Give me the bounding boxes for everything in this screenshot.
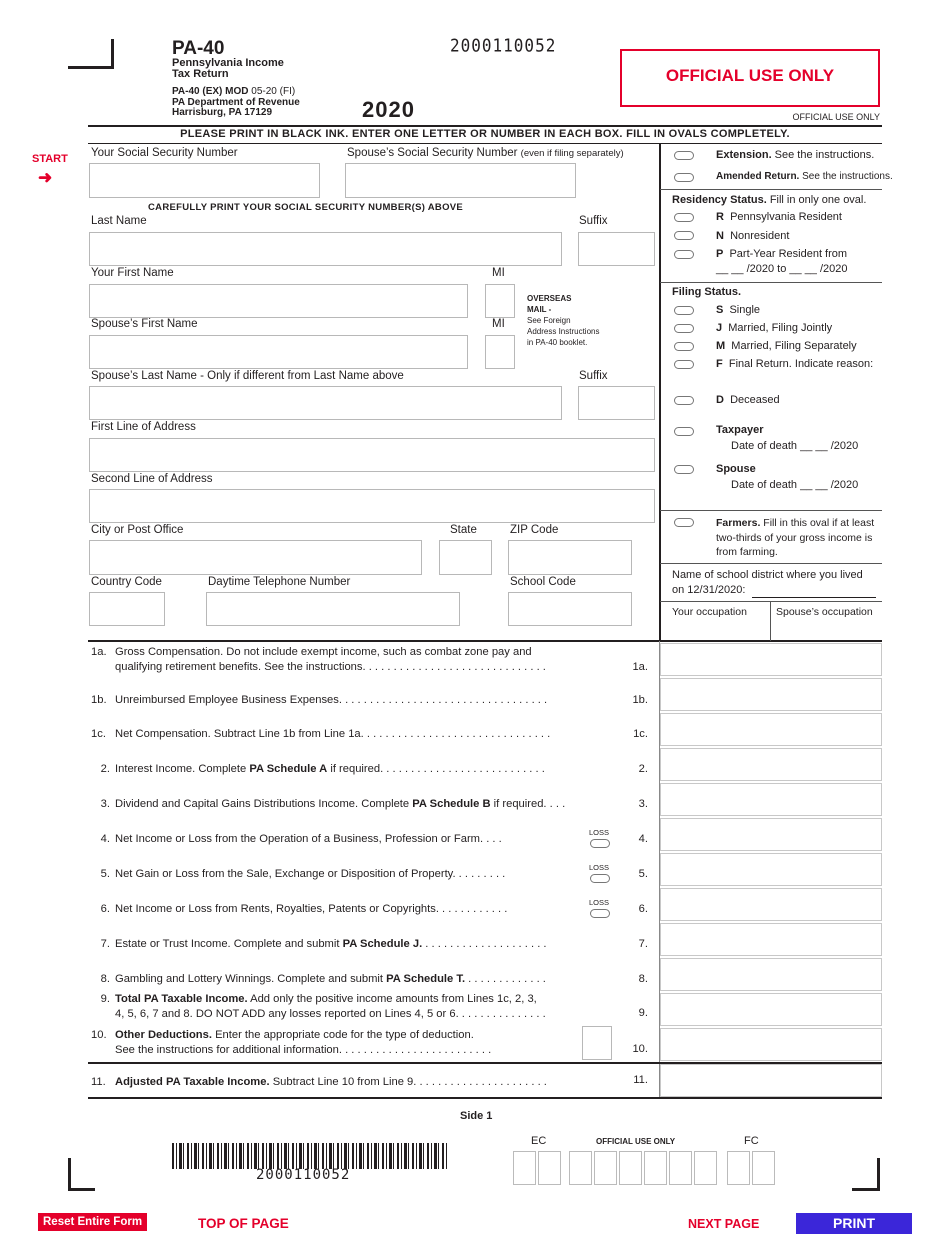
form-name-line1: Pennsylvania Income	[172, 57, 284, 69]
registration-mark-bottom-right	[852, 1158, 880, 1191]
line-3-num: 3.	[100, 798, 110, 810]
spouse-occupation-label: Spouse’s occupation	[776, 606, 873, 618]
ou-box-5	[669, 1151, 692, 1185]
ou-box-6	[694, 1151, 717, 1185]
spouse-last-label: Spouse’s Last Name - Only if different from Last Name above	[91, 370, 404, 382]
state-label: State	[450, 524, 477, 536]
line-1c-text: Net Compensation. Subtract Line 1b from Line 1a. . . . . . . . . . . . . . . . . . . . . . . . . . . . . . .	[115, 728, 551, 740]
line-2-amount[interactable]	[660, 748, 882, 781]
form-code	[172, 87, 300, 119]
header-rule	[88, 125, 882, 127]
farmers-oval[interactable]	[674, 518, 694, 527]
line-7-text-a: Estate or Trust Income. Complete and submit	[115, 938, 343, 950]
banner-rule	[88, 143, 882, 144]
line-1b-ref: 1b.	[632, 694, 648, 706]
bottom-rule	[88, 1097, 882, 1099]
spouse-label	[716, 463, 756, 475]
extension-text	[716, 149, 874, 161]
line-11-ref: 11.	[633, 1074, 648, 1086]
instructions-banner: PLEASE PRINT IN BLACK INK. ENTER ONE LETTER OR NUMBER IN EACH BOX. FILL IN OVALS COMPLETELY.	[180, 128, 790, 140]
amended-text	[716, 171, 893, 182]
line-10	[91, 1028, 651, 1058]
line-10-bold: Other Deductions.	[115, 1029, 212, 1041]
registration-mark-top-left	[68, 39, 114, 69]
residency-p-dates: __ __ /2020 to __ __ /2020	[716, 263, 848, 275]
ec-label: EC	[531, 1135, 547, 1147]
line-10-num: 10.	[91, 1029, 107, 1041]
official-use-footer: OFFICIAL USE ONLY	[596, 1137, 676, 1146]
ssn-input[interactable]	[89, 163, 320, 198]
line-1a-ref: 1a.	[632, 661, 648, 673]
amended-rest: See the instructions.	[799, 171, 893, 182]
line-3	[91, 797, 651, 812]
line-4-ref: 4.	[638, 833, 648, 845]
right-rule-1	[660, 189, 882, 190]
line-6-loss-oval[interactable]	[590, 909, 610, 918]
amended-oval[interactable]	[674, 173, 694, 182]
taxpayer-deceased-oval[interactable]	[674, 427, 694, 436]
side-label: Side 1	[460, 1110, 493, 1122]
line-9-ref: 9.	[638, 1007, 648, 1019]
line-6-num: 6.	[100, 903, 110, 915]
ssn-label: Your Social Security Number	[91, 147, 238, 159]
occupation-divider	[770, 601, 771, 641]
country-input[interactable]	[89, 592, 165, 626]
zip-label: ZIP Code	[510, 524, 559, 536]
form-id: PA-40	[172, 38, 225, 59]
line-1b-num: 1b.	[91, 694, 107, 706]
zip-input[interactable]	[508, 540, 632, 575]
fs-f-label: Final Return. Indicate reason:	[728, 358, 874, 370]
right-rule-4	[660, 563, 882, 564]
school-code-label: School Code	[510, 576, 576, 588]
line-8-bold: PA Schedule T.	[386, 973, 466, 985]
line-5-amount[interactable]	[660, 853, 882, 886]
official-use-small: OFFICIAL USE ONLY	[792, 112, 880, 122]
residency-n	[716, 230, 789, 242]
filing-d	[716, 394, 780, 406]
spouse-ssn-label	[347, 147, 624, 159]
fc-box-2	[752, 1151, 775, 1185]
dept-line2: Harrisburg, PA 17129	[172, 107, 273, 118]
line-1a-num: 1a.	[91, 646, 107, 658]
fs-s-label: Single	[729, 304, 761, 316]
amended-bold: Amended Return.	[716, 171, 800, 182]
line-7-ref: 7.	[638, 938, 648, 950]
farmers-line3: from farming.	[716, 546, 778, 558]
line-6	[91, 902, 651, 917]
start-label: START	[32, 153, 68, 165]
top-of-page-link[interactable]: TOP OF PAGE	[198, 1216, 289, 1231]
spouse-mi-input[interactable]	[485, 335, 515, 369]
school-district-line2: on 12/31/2020:	[672, 584, 746, 596]
line-10-text-b: Enter the appropriate code for the type of deduction.	[211, 1029, 474, 1041]
line-7-text-b: . . . . . . . . . . . . . . . . . . . .	[422, 938, 547, 950]
line-2-text-a: Interest Income. Complete	[115, 763, 250, 775]
ou-box-4	[644, 1151, 667, 1185]
line-1c	[91, 727, 651, 742]
line-7-amount[interactable]	[660, 923, 882, 956]
line-9-amount[interactable]	[660, 993, 882, 1026]
spouse-mi-label: MI	[492, 318, 505, 330]
line-2-bold: PA Schedule A	[249, 763, 328, 775]
overseas-line4: Address Instructions	[527, 327, 600, 336]
spouse-ssn-note: (even if filing separately)	[520, 148, 624, 159]
line-8-num: 8.	[100, 973, 110, 985]
official-use-text: OFFICIAL USE ONLY	[665, 66, 835, 85]
residency-r	[716, 211, 842, 223]
spouse-date: Date of death __ __ /2020	[731, 479, 859, 491]
residency-r-oval[interactable]	[674, 213, 694, 222]
res-p-code: P	[716, 248, 724, 260]
line-4-loss-oval[interactable]	[590, 839, 610, 848]
print-button[interactable]: PRINT	[796, 1213, 912, 1234]
spouse-ssn-text: Spouse’s Social Security Number	[347, 147, 518, 159]
overseas-mail-note	[527, 293, 599, 348]
ou-box-3	[619, 1151, 642, 1185]
spouse-suffix-label: Suffix	[579, 370, 608, 382]
right-rule-5	[660, 601, 882, 602]
line-6-amount[interactable]	[660, 888, 882, 921]
line-4-amount[interactable]	[660, 818, 882, 851]
residency-p-oval[interactable]	[674, 250, 694, 259]
scan-number: 2000110052	[450, 35, 557, 56]
line-8-ref: 8.	[638, 973, 648, 985]
filing-s	[716, 304, 760, 316]
country-label: Country Code	[91, 576, 162, 588]
spouse-first-label: Spouse’s First Name	[91, 318, 198, 330]
suffix-label: Suffix	[579, 215, 608, 227]
farmers-bold: Farmers.	[716, 517, 761, 529]
line-2	[91, 762, 651, 777]
line-10-text2: See the instructions for additional information. . . . . . . . . . . . . . . . . . . . . . . . .	[115, 1044, 492, 1056]
line-11-bold: Adjusted PA Taxable Income.	[115, 1076, 270, 1088]
ssn-note: CAREFULLY PRINT YOUR SOCIAL SECURITY NUMBER(S) ABOVE	[148, 202, 464, 213]
first-name-input[interactable]	[89, 284, 468, 318]
res-r-label: Pennsylvania Resident	[730, 211, 842, 223]
line-11-num: 11.	[91, 1076, 106, 1088]
line-3-text-b: if required. . . .	[490, 798, 566, 810]
line-2-text-b: if required. . . . . . . . . . . . . . . . . . . . . . . . . . .	[327, 763, 545, 775]
line-1b-text: Unreimbursed Employee Business Expenses. . . . . . . . . . . . . . . . . . . . . . . . . . . . . . . . . .	[115, 694, 548, 706]
fs-m-code: M	[716, 340, 726, 352]
line-9-text2: 4, 5, 6, 7 and 8. DO NOT ADD any losses reported on Lines 4, 5 or 6. . . . . . . . . . . . . . .	[115, 1008, 546, 1020]
line-2-num: 2.	[100, 763, 110, 775]
residency-n-oval[interactable]	[674, 231, 694, 240]
line-2-ref: 2.	[638, 763, 648, 775]
line-4-num: 4.	[100, 833, 110, 845]
line-8-text-b: . . . . . . . . . . . . .	[465, 973, 546, 985]
line-3-amount[interactable]	[660, 783, 882, 816]
first-name-label: Your First Name	[91, 267, 174, 279]
spouse-deceased-oval[interactable]	[674, 465, 694, 474]
line-7-num: 7.	[100, 938, 110, 950]
line-6-ref: 6.	[638, 903, 648, 915]
form-name-line2: Tax Return	[172, 68, 229, 80]
line-1a-text1: Gross Compensation. Do not include exempt income, such as combat zone pay and	[115, 646, 532, 658]
spouse-first-input[interactable]	[89, 335, 468, 369]
line-5-text: Net Gain or Loss from the Sale, Exchange or Disposition of Property. . . . . . . . .	[115, 868, 506, 880]
school-code-input[interactable]	[508, 592, 632, 626]
line-6-text: Net Income or Loss from Rents, Royalties, Patents or Copyrights. . . . . . . . . . . .	[115, 903, 508, 915]
line-1c-ref: 1c.	[633, 728, 648, 740]
line-8	[91, 972, 651, 987]
reset-form-button[interactable]: Reset Entire Form	[38, 1213, 147, 1231]
farmers-line2: two-thirds of your gross income is	[716, 531, 873, 544]
residency-heading	[672, 194, 866, 206]
farmers-rest: Fill in this oval if at least	[760, 517, 875, 529]
spouse-bold: Spouse	[716, 463, 756, 475]
residency-rest: Fill in only one oval.	[766, 194, 867, 206]
line-10-ref: 10.	[632, 1043, 648, 1055]
overseas-line2: MAIL -	[527, 305, 552, 314]
line-5-num: 5.	[100, 868, 110, 880]
phone-input[interactable]	[206, 592, 460, 626]
fs-m-label: Married, Filing Separately	[731, 340, 857, 352]
line-1a-text2: qualifying retirement benefits. See the instructions. . . . . . . . . . . . . . . . . . . . . . . . . . . . . .	[115, 661, 546, 673]
fs-f-code: F	[716, 358, 723, 370]
extension-bold: Extension.	[716, 149, 772, 161]
res-n-label: Nonresident	[730, 230, 790, 242]
overseas-line5: in PA-40 booklet.	[527, 338, 588, 347]
line-5	[91, 867, 651, 882]
barcode	[172, 1143, 448, 1169]
right-rule-3	[660, 510, 882, 511]
line-9	[91, 992, 651, 1022]
filing-f-oval[interactable]	[674, 360, 694, 369]
line-1a	[91, 645, 651, 675]
res-r-code: R	[716, 211, 724, 223]
filing-f	[716, 358, 873, 370]
last-name-input[interactable]	[89, 232, 562, 266]
city-input[interactable]	[89, 540, 422, 575]
school-district-underline	[752, 597, 876, 598]
ec-box-1	[513, 1151, 536, 1185]
line-4	[91, 832, 651, 847]
line-6-loss-label: LOSS	[589, 898, 610, 907]
tax-year: 2020	[362, 97, 415, 122]
fc-label: FC	[744, 1135, 759, 1147]
right-rule-2	[660, 282, 882, 283]
filing-m-oval[interactable]	[674, 342, 694, 351]
mi-input[interactable]	[485, 284, 515, 318]
ou-box-2	[594, 1151, 617, 1185]
state-input[interactable]	[439, 540, 492, 575]
taxpayer-bold: Taxpayer	[716, 424, 764, 436]
next-page-link[interactable]: NEXT PAGE	[688, 1217, 760, 1231]
filing-s-oval[interactable]	[674, 306, 694, 315]
res-n-code: N	[716, 230, 724, 242]
line-1b-amount[interactable]	[660, 678, 882, 711]
fc-box-1	[727, 1151, 750, 1185]
ou-box-1	[569, 1151, 592, 1185]
suffix-input[interactable]	[578, 232, 655, 266]
filing-bold: Filing Status.	[672, 286, 742, 298]
line-9-text-b: Add only the positive income amounts from Lines 1c, 2, 3,	[247, 993, 537, 1005]
line-11-text-b: Subtract Line 10 from Line 9. . . . . . . . . . . . . . . . . . . . . .	[269, 1076, 547, 1088]
fs-j-label: Married, Filing Jointly	[728, 322, 833, 334]
address2-label: Second Line of Address	[91, 473, 213, 485]
ec-box-2	[538, 1151, 561, 1185]
line-9-bold: Total PA Taxable Income.	[115, 993, 248, 1005]
filing-j	[716, 322, 832, 334]
line-8-text-a: Gambling and Lottery Winnings. Complete and submit	[115, 973, 387, 985]
line-3-text-a: Dividend and Capital Gains Distributions Income. Complete	[115, 798, 413, 810]
phone-label: Daytime Telephone Number	[208, 576, 351, 588]
line-1a-amount[interactable]	[660, 643, 882, 676]
filing-j-oval[interactable]	[674, 324, 694, 333]
line-8-amount[interactable]	[660, 958, 882, 991]
line-5-loss-label: LOSS	[589, 863, 610, 872]
dept-line1: PA Department of Revenue	[172, 96, 300, 108]
spouse-suffix-input[interactable]	[578, 386, 655, 420]
line-11-amount[interactable]	[660, 1064, 882, 1097]
right-panel-left-border	[659, 143, 661, 641]
line-4-loss-label: LOSS	[589, 828, 610, 837]
start-arrow-icon: ➜	[38, 168, 53, 187]
line-1c-amount[interactable]	[660, 713, 882, 746]
form-section-divider	[88, 640, 882, 642]
line-7-bold: PA Schedule J.	[342, 938, 423, 950]
line-5-ref: 5.	[638, 868, 648, 880]
line-4-text: Net Income or Loss from the Operation of a Business, Profession or Farm. . . .	[115, 833, 502, 845]
line-3-ref: 3.	[638, 798, 648, 810]
barcode-number: 2000110052	[256, 1167, 351, 1183]
residency-p	[716, 248, 847, 260]
address1-label: First Line of Address	[91, 421, 196, 433]
taxpayer-date: Date of death __ __ /2020	[731, 440, 859, 452]
filing-d-oval[interactable]	[674, 396, 694, 405]
school-district-label	[672, 568, 863, 598]
line-3-bold: PA Schedule B	[412, 798, 491, 810]
fs-d-code: D	[716, 394, 724, 406]
fs-j-code: J	[716, 322, 723, 334]
registration-mark-bottom-left	[68, 1158, 95, 1191]
line-11	[91, 1075, 651, 1090]
city-label: City or Post Office	[91, 524, 184, 536]
address2-input[interactable]	[89, 489, 655, 523]
filing-heading	[672, 286, 741, 298]
last-name-label: Last Name	[91, 215, 147, 227]
overseas-line3: See Foreign	[527, 316, 571, 325]
fs-d-label: Deceased	[730, 394, 780, 406]
extension-rest: See the instructions.	[771, 149, 875, 161]
overseas-line1: OVERSEAS	[527, 294, 572, 303]
res-p-label: Part-Year Resident from	[729, 248, 848, 260]
line-9-num: 9.	[100, 993, 110, 1005]
mi-label: MI	[492, 267, 505, 279]
form-code-date: 05-20 (FI)	[251, 86, 296, 97]
spouse-ssn-input[interactable]	[345, 163, 576, 198]
line-7	[91, 937, 651, 952]
fs-s-code: S	[716, 304, 724, 316]
farmers-text	[716, 516, 874, 560]
line-10-code-input[interactable]	[582, 1026, 612, 1060]
line-5-loss-oval[interactable]	[590, 874, 610, 883]
filing-m	[716, 340, 857, 352]
occupation-label: Your occupation	[672, 606, 747, 618]
line-1c-num: 1c.	[91, 728, 106, 740]
residency-bold: Residency Status.	[672, 194, 767, 206]
extension-oval[interactable]	[674, 151, 694, 160]
address1-input[interactable]	[89, 438, 655, 472]
form-name	[172, 58, 284, 80]
spouse-last-input[interactable]	[89, 386, 562, 420]
taxpayer-label	[716, 424, 764, 436]
line-1b	[91, 693, 651, 708]
form-code-label: PA-40 (EX) MOD	[172, 86, 249, 97]
school-district-line1: Name of school district where you lived	[672, 569, 863, 581]
line-10-amount[interactable]	[660, 1028, 882, 1061]
